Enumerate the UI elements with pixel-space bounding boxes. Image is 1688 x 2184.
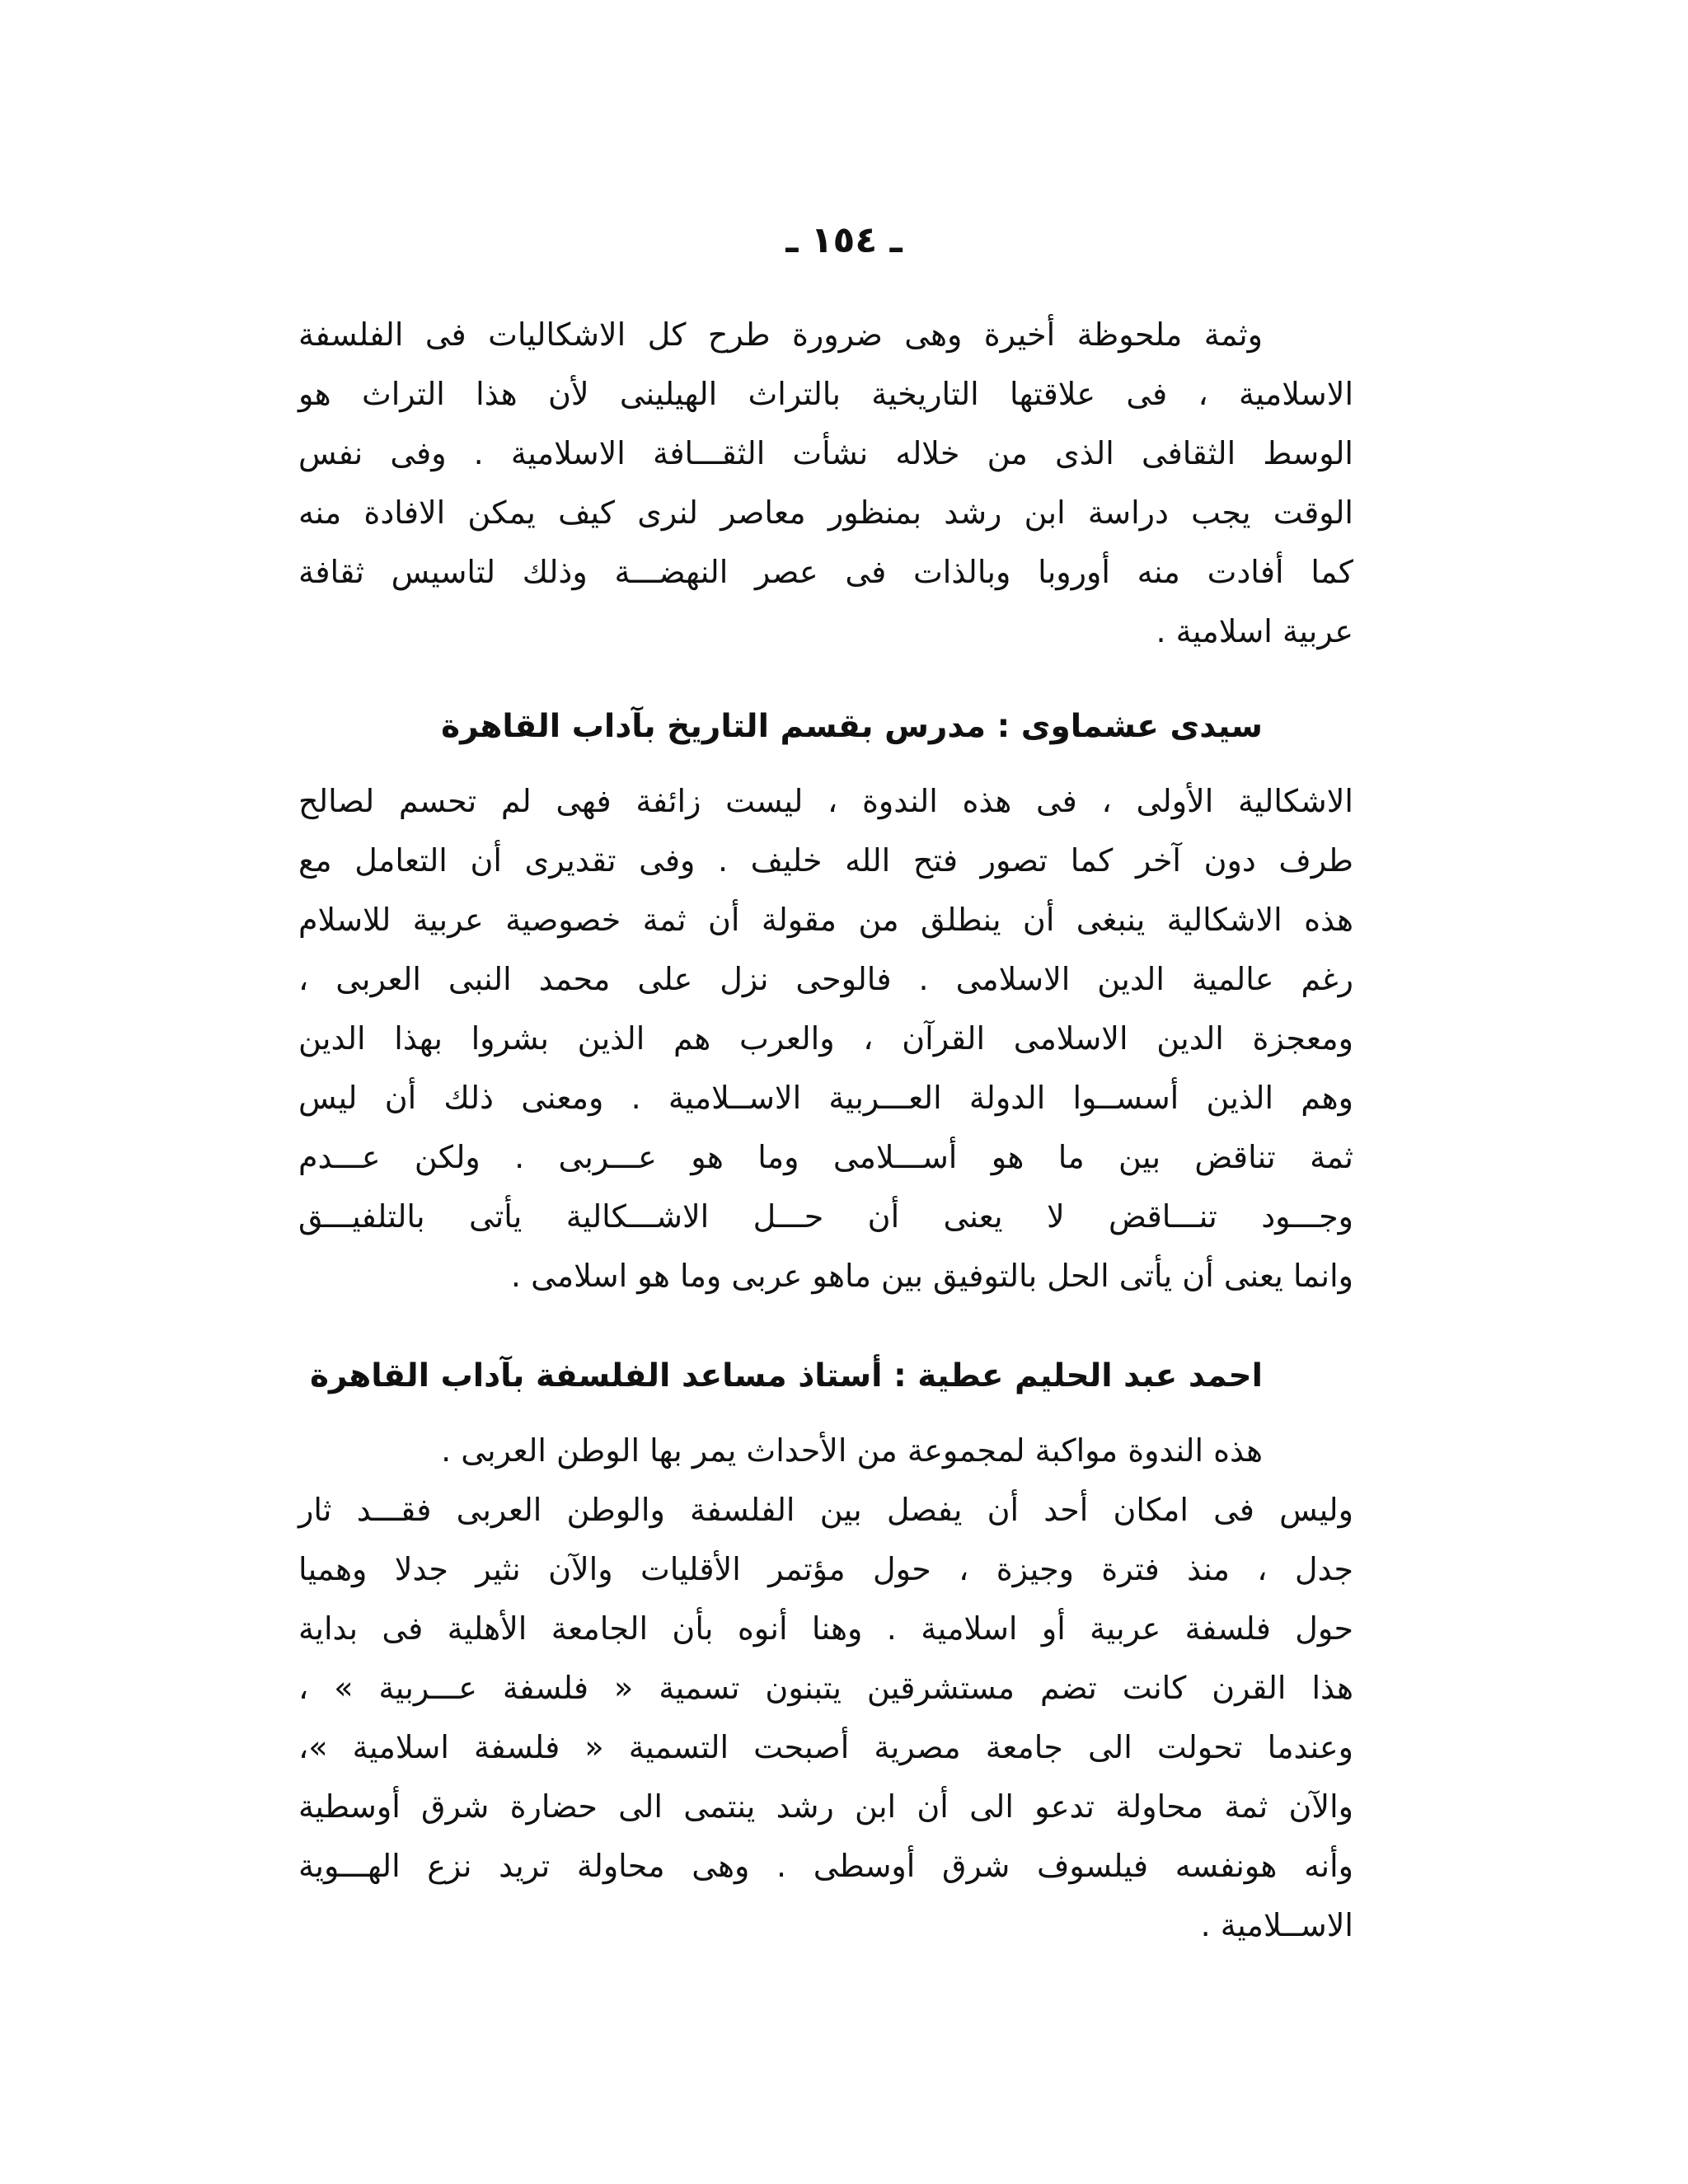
- paragraph-line: وعندما تحولت الى جامعة مصرية أصبحت التسمية « فلسفة اسلامية »،: [298, 1729, 1353, 1765]
- paragraph-line: الوسط الثقافى الذى من خلاله نشأت الثقـــافة الاسلامية . وفى نفس: [298, 435, 1353, 471]
- intro-paragraph: [298, 305, 1353, 661]
- paragraph-line: وثمة ملحوظة أخيرة وهى ضرورة طرح كل الاشكاليات فى الفلسفة: [298, 316, 1263, 353]
- paragraph-line: الاسلامية ، فى علاقتها التاريخية بالتراث الهيلينى لأن هذا التراث هو: [298, 376, 1353, 412]
- paragraph-line: وليس فى امكان أحد أن يفصل بين الفلسفة والوطن العربى فقـــد ثار: [298, 1492, 1353, 1528]
- paragraph-line: وانما يعنى أن يأتى الحل بالتوفيق بين ماهو عربى وما هو اسلامى .: [510, 1258, 1353, 1294]
- paragraph-line: كما أفادت منه أوروبا وبالذات فى عصر النهضـــة وذلك لتاسيس ثقافة: [298, 554, 1353, 590]
- paragraph-line: وجـــود تنـــاقض لا يعنى أن حـــل الاشـــكالية يأتى بالتلفيـــق: [298, 1198, 1353, 1235]
- paragraph-line: جدل ، منذ فترة وجيزة ، حول مؤتمر الأقليات والآن نثير جدلا وهميا: [298, 1551, 1353, 1587]
- speaker-heading-sayed-ashmawy: سيدى عشماوى : مدرس بقسم التاريخ بآداب القاهرة: [441, 708, 1263, 745]
- page-number: ـ ١٥٤ ـ: [785, 219, 903, 261]
- paragraph-line: الوقت يجب دراسة ابن رشد بمنظور معاصر لنرى كيف يمكن الافادة منه: [298, 494, 1353, 531]
- speaker-2-paragraph: [298, 1421, 1353, 1955]
- speaker-heading-ahmed-attia: احمد عبد الحليم عطية : أستاذ مساعد الفلسفة بآداب القاهرة: [309, 1357, 1263, 1394]
- paragraph-line: رغم عالمية الدين الاسلامى . فالوحى نزل على محمد النبى العربى ،: [298, 961, 1353, 997]
- paragraph-line: ثمة تناقض بين ما هو أســـلامى وما هو عـــربى . ولكن عـــدم: [298, 1139, 1353, 1175]
- paragraph-line: وهم الذين أسســوا الدولة العـــربية الاســلامية . ومعنى ذلك أن ليس: [298, 1080, 1353, 1116]
- paragraph-line: هذه الاشكالية ينبغى أن ينطلق من مقولة أن ثمة خصوصية عربية للاسلام: [298, 902, 1353, 938]
- speaker-1-paragraph: [298, 771, 1353, 1305]
- paragraph-line: هذه الندوة مواكبة لمجموعة من الأحداث يمر بها الوطن العربى .: [441, 1432, 1263, 1469]
- paragraph-line: عربية اسلامية .: [1156, 613, 1353, 649]
- paragraph-line: والآن ثمة محاولة تدعو الى أن ابن رشد ينتمى الى حضارة شرق أوسطية: [298, 1788, 1353, 1825]
- paragraph-line: حول فلسفة عربية أو اسلامية . وهنا أنوه بأن الجامعة الأهلية فى بداية: [298, 1610, 1353, 1647]
- paragraph-line: وأنه هونفسه فيلسوف شرق أوسطى . وهى محاولة تريد نزع الهـــوية: [298, 1848, 1353, 1884]
- paragraph-line: هذا القرن كانت تضم مستشرقين يتبنون تسمية « فلسفة عـــربية » ،: [298, 1670, 1353, 1706]
- paragraph-line: الاشكالية الأولى ، فى هذه الندوة ، ليست زائفة فهى لم تحسم لصالح: [298, 783, 1353, 819]
- paragraph-line: ومعجزة الدين الاسلامى القرآن ، والعرب هم الذين بشروا بهذا الدين: [298, 1020, 1353, 1057]
- paragraph-line: طرف دون آخر كما تصور فتح الله خليف . وفى تقديرى أن التعامل مع: [298, 842, 1353, 879]
- paragraph-line: الاســلامية .: [1200, 1907, 1353, 1943]
